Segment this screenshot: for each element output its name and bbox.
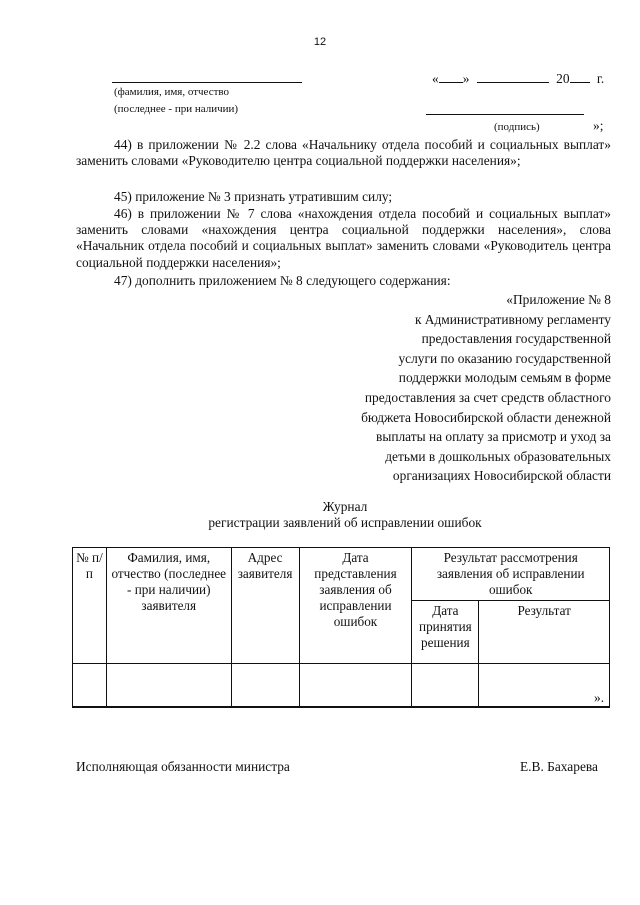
appendix-line: организациях Новосибирской области: [392, 468, 611, 484]
col-header-date: Дата представления заявления об исправлении ошибок: [299, 548, 412, 664]
journal-subtitle: регистрации заявлений об исправлении ошибок: [208, 515, 482, 530]
appendix-line: предоставления за счет средств областного: [364, 389, 611, 405]
date-field: [432, 70, 604, 87]
appendix-line: поддержки молодым семьям в форме: [398, 370, 611, 386]
journal-title: Журнал: [322, 499, 368, 514]
signatory-name: Е.В. Бахарева: [520, 759, 598, 774]
signature-line: [426, 114, 584, 115]
table-end-mark: ».: [594, 690, 605, 705]
fio-label-note: (последнее - при наличии): [114, 103, 239, 115]
col-header-fio: Фамилия, имя, отчество (последнее - при наличии) заявителя: [106, 548, 231, 664]
date-day-blank: [439, 70, 463, 83]
col-header-num: № п/п: [73, 548, 107, 664]
table-cell: [231, 664, 299, 708]
table-cell: [73, 664, 107, 708]
appendix-line: бюджета Новосибирской области денежной: [361, 409, 611, 425]
table-cell: [412, 664, 479, 708]
table-cell: [479, 664, 610, 708]
date-close-quote: »: [462, 71, 470, 86]
journal-table: [72, 547, 610, 708]
appendix-line: «Приложение № 8: [506, 292, 611, 307]
paragraph-45: 45) приложение № 3 признать утратившим силу;: [114, 189, 393, 204]
table-cell: [299, 664, 412, 708]
paragraph-46: 46) в приложении № 7 слова «нахождения отдела пособий и социальных выплат» заменить словами «нахождения центра социальной поддержки населения», слова «Начальник отдела пособий и социальных выплат» заменить словами «Руководитель центра социальной поддержки населения»;: [76, 206, 611, 270]
date-month-blank: [477, 70, 549, 83]
signatory-position: Исполняющая обязанности министра: [76, 759, 290, 774]
date-year-prefix: 20: [556, 71, 570, 86]
col-header-result: Результат: [479, 601, 610, 664]
appendix-line: услуги по оказанию государственной: [398, 350, 611, 366]
page-number: 12: [313, 36, 327, 48]
table-header-row: [73, 548, 610, 601]
fio-label: (фамилия, имя, отчество: [114, 86, 230, 98]
appendix-caption: [311, 290, 611, 486]
date-year-suffix: г.: [596, 71, 605, 86]
fio-line: [112, 82, 302, 83]
appendix-line: детьми в дошкольных образовательных: [385, 448, 611, 464]
signature-label: (подпись): [494, 121, 540, 133]
appendix-line: предоставления государственной: [421, 331, 611, 347]
col-header-result-group: Результат рассмотрения заявления об исправлении ошибок: [412, 548, 610, 601]
signature-end: »;: [593, 118, 604, 133]
appendix-line: к Административному регламенту: [414, 311, 611, 327]
paragraph-47: 47) дополнить приложением № 8 следующего содержания:: [114, 273, 451, 288]
col-header-address: Адрес заявителя: [231, 548, 299, 664]
col-header-decision-date: Дата принятия решения: [412, 601, 479, 664]
date-year-blank: [570, 70, 590, 83]
paragraph-44: 44) в приложении № 2.2 слова «Начальнику отдела пособий и социальных выплат» заменить словами «Руководителю центра социальной поддержки населения»;: [76, 137, 611, 169]
table-cell: [106, 664, 231, 708]
appendix-line: выплаты на оплату за присмотр и уход за: [376, 429, 611, 445]
table-row: [73, 664, 610, 708]
date-open-quote: «: [432, 71, 439, 86]
